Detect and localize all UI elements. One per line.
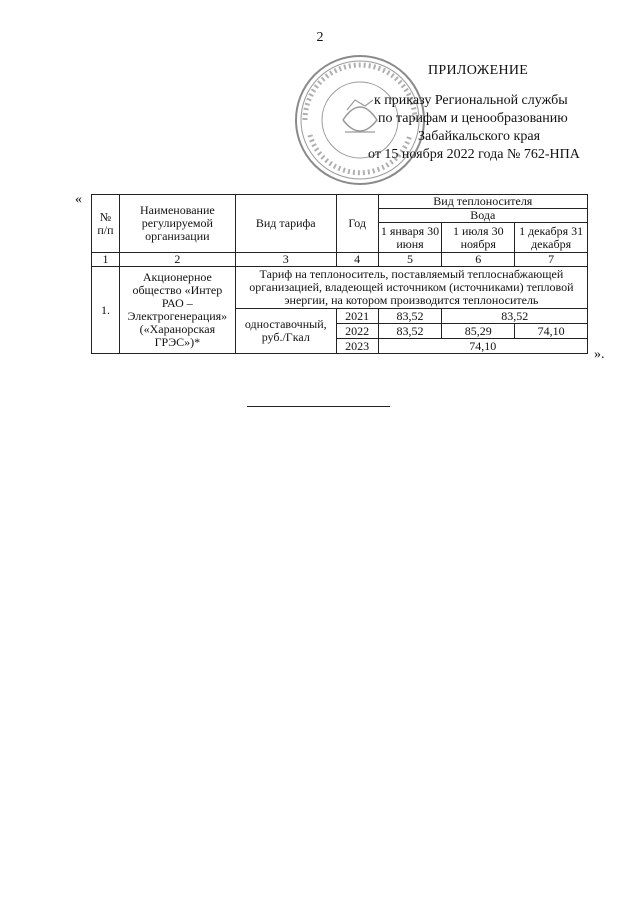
- footer-divider: [247, 406, 390, 407]
- tariff-value: 74,10: [515, 324, 588, 339]
- col-header-year: Год: [336, 195, 378, 253]
- open-quote: «: [75, 192, 82, 207]
- appendix-title: ПРИЛОЖЕНИЕ: [428, 63, 529, 78]
- tariff-value: 83,52: [442, 309, 588, 324]
- tariff-type: одноставочный, руб./Гкал: [235, 309, 336, 354]
- col-header-period-3: 1 декабря 31 декабря: [515, 223, 588, 253]
- tariff-table: [91, 194, 588, 354]
- col-index: 2: [119, 253, 235, 267]
- tariff-value: 85,29: [442, 324, 515, 339]
- col-header-number: № п/п: [92, 195, 120, 253]
- col-index: 4: [336, 253, 378, 267]
- section-title: Тариф на теплоноситель, поставляемый теплоснабжающей организацией, владеющей источником (источниками) тепловой энергии, на котором производится теплоноситель: [235, 267, 587, 309]
- col-index: 3: [235, 253, 336, 267]
- order-line-2: по тарифам и ценообразованию: [378, 111, 568, 126]
- col-index: 1: [92, 253, 120, 267]
- col-header-water: Вода: [378, 209, 587, 223]
- order-date-line: от 15 ноября 2022 года № 762-НПА: [368, 147, 580, 162]
- col-index: 7: [515, 253, 588, 267]
- tariff-value: 83,52: [378, 309, 442, 324]
- order-line-3: Забайкальского края: [418, 129, 541, 144]
- col-header-organization: Наименование регулируемой организации: [119, 195, 235, 253]
- year-cell: 2023: [336, 339, 378, 354]
- row-number: 1.: [92, 267, 120, 354]
- tariff-value: 83,52: [378, 324, 442, 339]
- year-cell: 2021: [336, 309, 378, 324]
- close-quote: ».: [594, 347, 605, 362]
- col-header-period-1: 1 января 30 июня: [378, 223, 442, 253]
- page-number: 2: [316, 30, 324, 45]
- col-index: 6: [442, 253, 515, 267]
- order-line-1: к приказу Региональной службы: [374, 93, 568, 108]
- organization-name: Акционерное общество «Интер РАО – Электрогенерация» («Харанорская ГРЭС»)*: [119, 267, 235, 354]
- tariff-value: 74,10: [378, 339, 587, 354]
- year-cell: 2022: [336, 324, 378, 339]
- col-header-heat-carrier: Вид теплоносителя: [378, 195, 587, 209]
- col-header-period-2: 1 июля 30 ноября: [442, 223, 515, 253]
- col-index: 5: [378, 253, 442, 267]
- col-header-tariff-type: Вид тарифа: [235, 195, 336, 253]
